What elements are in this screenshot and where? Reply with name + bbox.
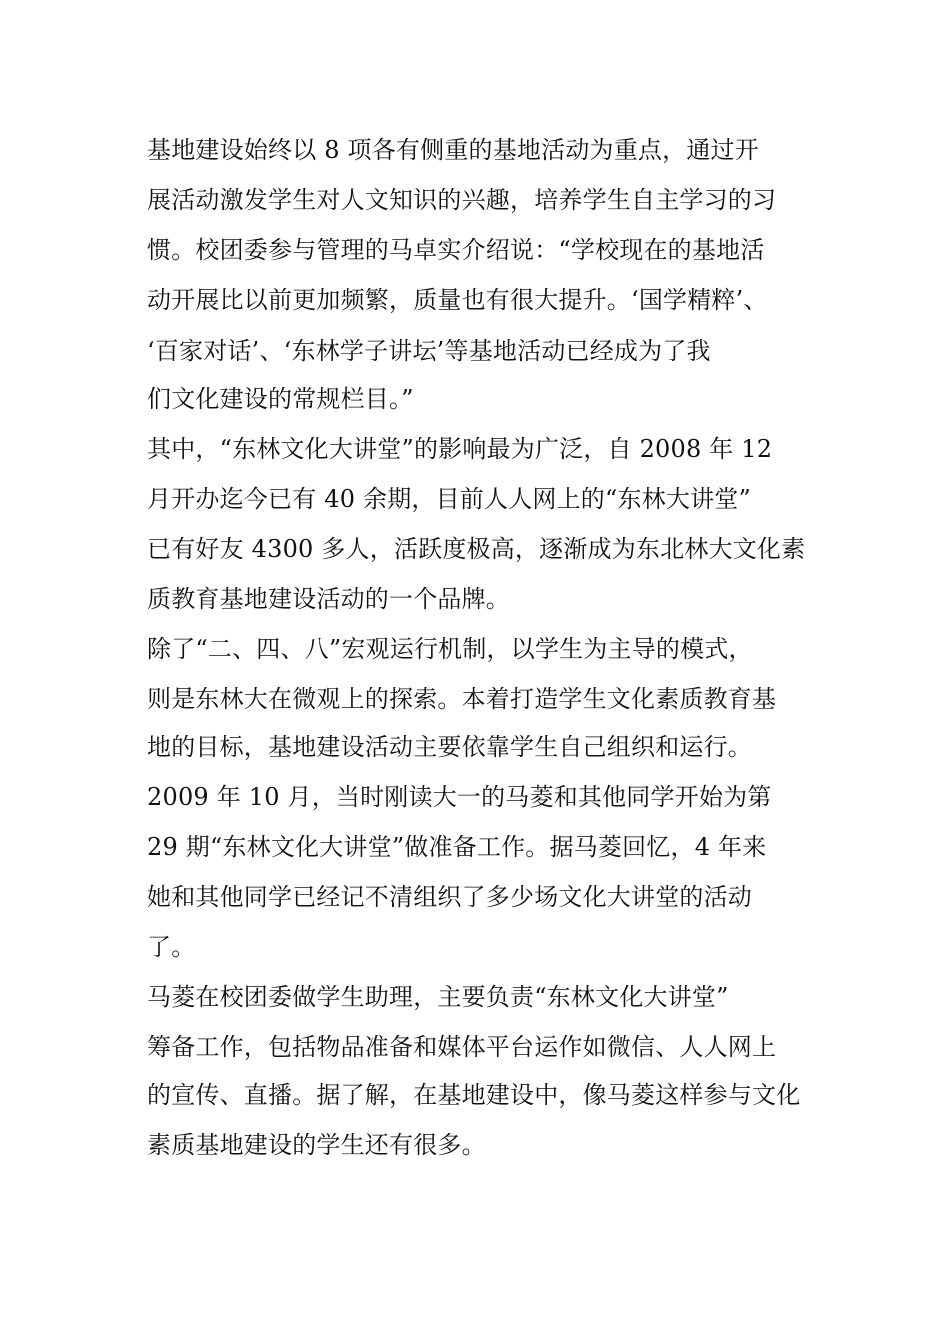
paragraph-1-line-2: 展活动激发学生对人文知识的兴趣，培养学生自主学习的习 (147, 186, 777, 214)
paragraph-1-line-4: 动开展比以前更加频繁，质量也有很大提升。‘国学精粹’、 (147, 286, 768, 314)
paragraph-1-line-1: 基地建设始终以 8 项各有侧重的基地活动为重点，通过开 (147, 136, 759, 164)
paragraph-3-line-3: 地的目标，基地建设活动主要依靠学生自己组织和运行。 (147, 733, 752, 761)
paragraph-2-line-4: 质教育基地建设活动的一个品牌。 (147, 585, 510, 613)
paragraph-4-line-3: 她和其他同学已经记不清组织了多少场文化大讲堂的活动 (147, 883, 752, 911)
paragraph-2-line-3: 已有好友 4300 多人，活跃度极高，逐渐成为东北林大文化素 (147, 535, 806, 563)
paragraph-3-line-2: 则是东林大在微观上的探索。本着打造学生文化素质教育基 (147, 685, 777, 713)
paragraph-4-line-1: 2009 年 10 月，当时刚读大一的马菱和其他同学开始为第 (147, 783, 772, 811)
paragraph-5-line-2: 筹备工作，包括物品准备和媒体平台运作如微信、人人网上 (147, 1033, 777, 1061)
paragraph-4-line-2: 29 期“东林文化大讲堂”做准备工作。据马菱回忆，4 年来 (147, 833, 767, 861)
paragraph-1-line-5: ‘百家对话’、‘东林学子讲坛’等基地活动已经成为了我 (147, 337, 711, 365)
paragraph-5-line-3: 的宣传、直播。据了解，在基地建设中，像马菱这样参与文化 (147, 1081, 801, 1109)
paragraph-3-line-1: 除了“二、四、八”宏观运行机制，以学生为主导的模式， (147, 635, 753, 663)
paragraph-2-line-1: 其中，“东林文化大讲堂”的影响最为广泛，自 2008 年 12 (147, 435, 773, 463)
paragraph-1-line-3: 惯。校团委参与管理的马卓实介绍说：“学校现在的基地活 (147, 236, 765, 264)
paragraph-5-line-4: 素质基地建设的学生还有很多。 (147, 1131, 486, 1159)
paragraph-2-line-2: 月开办迄今已有 40 余期，目前人人网上的“东林大讲堂” (147, 485, 751, 513)
paragraph-1-line-6: 们文化建设的常规栏目。” (147, 385, 414, 413)
paragraph-5-line-1: 马菱在校团委做学生助理，主要负责“东林文化大讲堂” (147, 983, 729, 1011)
paragraph-4-line-4: 了。 (147, 933, 196, 961)
